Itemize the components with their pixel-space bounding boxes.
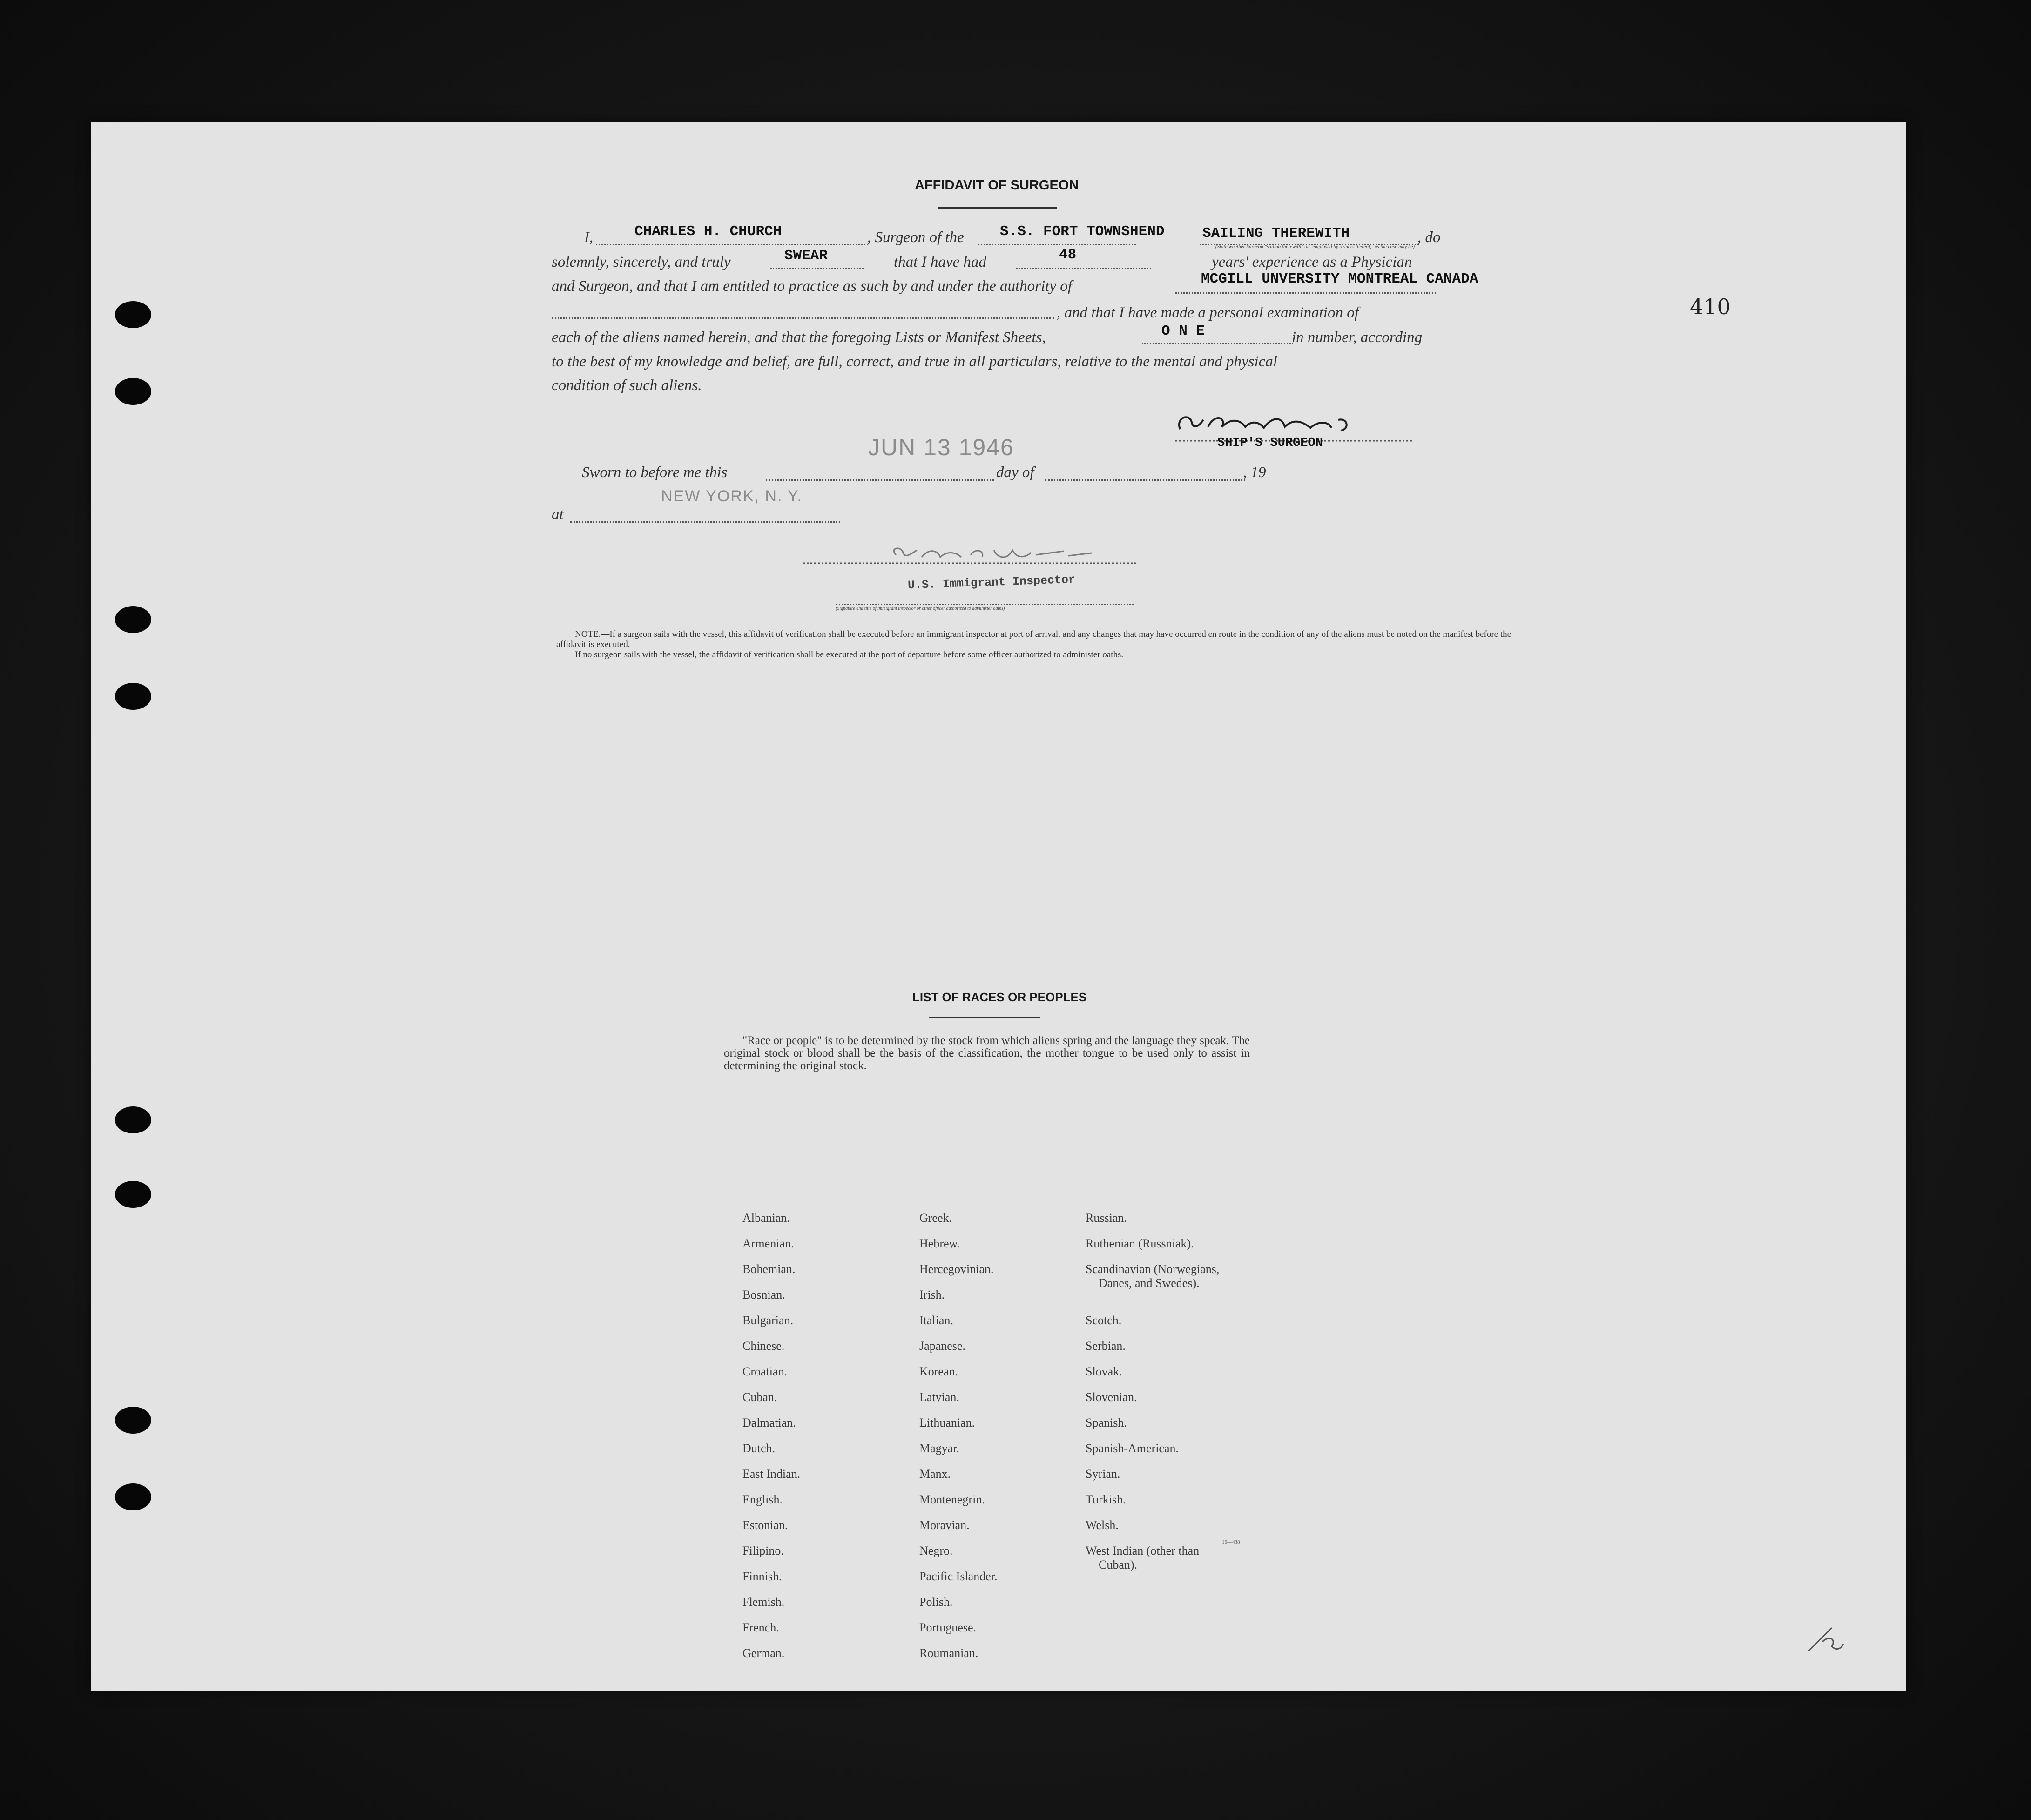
race-item: East Indian.	[742, 1467, 801, 1481]
punch-hole	[115, 1181, 151, 1208]
day-of-label: day of	[996, 464, 1034, 481]
race-item: Pacific Islander.	[919, 1570, 998, 1583]
race-item: Roumanian.	[919, 1646, 978, 1660]
race-item: Magyar.	[919, 1442, 959, 1455]
race-item: Turkish.	[1086, 1493, 1126, 1506]
race-item: Slovak.	[1086, 1365, 1122, 1378]
race-item: Croatian.	[742, 1365, 788, 1378]
race-item: Syrian.	[1086, 1467, 1120, 1481]
in-number-label: in number, according	[1292, 329, 1423, 346]
years-value: 48	[1059, 247, 1077, 263]
and-surgeon-label: and Surgeon, and that I am entitled to practice as such by and under the authority of	[552, 278, 1072, 295]
race-item: Hercegovinian.	[919, 1262, 994, 1276]
race-item: Japanese.	[919, 1339, 965, 1353]
surgeon-of-label: , Surgeon of the	[867, 229, 964, 246]
document-page	[91, 122, 1906, 1691]
ship-name: S.S. FORT TOWNSHEND	[1000, 223, 1165, 240]
race-item: Spanish.	[1086, 1416, 1127, 1429]
race-item: Ruthenian (Russniak).	[1086, 1237, 1194, 1250]
page-number: 410	[1690, 294, 1731, 319]
each-alien-label: each of the aliens named herein, and that the foregoing Lists or Manifest Sheets,	[552, 329, 1046, 346]
pencil-mark	[1804, 1623, 1846, 1660]
race-item: West Indian (other than	[1086, 1544, 1200, 1557]
inspector-caption: (Signature and title of immigrant inspector or other officer authorized to administer oaths)	[836, 606, 1005, 611]
race-item: Greek.	[919, 1211, 952, 1225]
race-item: Moravian.	[919, 1518, 970, 1532]
punch-hole	[115, 606, 151, 633]
race-item: Dalmatian.	[742, 1416, 796, 1429]
personal-exam-label: , and that I have made a personal examination of	[1057, 304, 1359, 321]
race-item: Welsh.	[1086, 1518, 1119, 1532]
punch-hole	[115, 1483, 151, 1510]
condition-label: condition of such aliens.	[552, 377, 702, 394]
race-item: Finnish.	[742, 1570, 782, 1583]
do-label: , do	[1417, 229, 1441, 246]
race-item: French.	[742, 1621, 779, 1634]
race-item: Cuban).	[1099, 1558, 1138, 1571]
year-prefix: , 19	[1243, 464, 1266, 481]
race-item: Negro.	[919, 1544, 953, 1557]
race-item: Korean.	[919, 1365, 958, 1378]
ships-surgeon-label: SHIP'S SURGEON	[1217, 436, 1323, 450]
race-item: English.	[742, 1493, 783, 1506]
races-intro: "Race or people" is to be determined by the stock from which aliens spring and the language they speak. The original stock or blood shall be the basis of the classification, the mother tongue to be used only to assist in determining the original stock.	[724, 1034, 1250, 1072]
race-item: Flemish.	[742, 1595, 785, 1609]
punch-hole	[115, 301, 151, 328]
race-item: Armenian.	[742, 1237, 794, 1250]
race-item: Russian.	[1086, 1211, 1127, 1225]
race-item: Portuguese.	[919, 1621, 977, 1634]
race-item: Cuban.	[742, 1390, 777, 1404]
place-stamp: NEW YORK, N. Y.	[661, 487, 803, 505]
races-column-3	[1086, 1211, 1219, 1584]
races-column-1	[742, 1211, 800, 1672]
race-item: Polish.	[919, 1595, 953, 1609]
race-item: Slovenian.	[1086, 1390, 1137, 1404]
race-item: Montenegrin.	[919, 1493, 985, 1506]
race-item: Bosnian.	[742, 1288, 785, 1301]
race-item: Spanish-American.	[1086, 1442, 1179, 1455]
race-item: German.	[742, 1646, 785, 1660]
sailing-note: (State whether Surgeon "sailing therewith" or "employed by owners thereof," as the case may be)	[1215, 244, 1415, 249]
race-item: Scandinavian (Norwegians,	[1086, 1262, 1220, 1276]
race-item: Manx.	[919, 1467, 951, 1481]
races-title-underline	[929, 1017, 1040, 1018]
solemnly-label: solemnly, sincerely, and truly	[552, 254, 731, 270]
race-item: Estonian.	[742, 1518, 788, 1532]
race-item: Dutch.	[742, 1442, 776, 1455]
punch-hole	[115, 1106, 151, 1133]
oath-word: SWEAR	[784, 248, 828, 264]
affidavit-title: AFFIDAVIT OF SURGEON	[915, 178, 1079, 193]
form-number: 16—438	[1222, 1539, 1240, 1545]
races-title: LIST OF RACES OR PEOPLES	[912, 990, 1087, 1004]
inspector-title: U.S. Immigrant Inspector	[907, 573, 1076, 593]
race-item: Italian.	[919, 1314, 953, 1327]
date-stamp: JUN 13 1946	[868, 434, 1014, 460]
sailing-status: SAILING THEREWITH	[1202, 225, 1350, 242]
surgeon-name: CHARLES H. CHURCH	[634, 223, 782, 240]
race-item: Bulgarian.	[742, 1314, 794, 1327]
years-label: years' experience as a Physician	[1212, 254, 1412, 270]
authority: MCGILL UNVERSITY MONTREAL CANADA	[1201, 271, 1478, 287]
race-item: Irish.	[919, 1288, 945, 1301]
punch-hole	[115, 378, 151, 405]
note-1: NOTE.—If a surgeon sails with the vessel, this affidavit of verification shall be executed before an immigrant inspector at port of arrival, and any changes that may have occurred en route in the condition of any of the aliens must be noted on the manifest before the affidavit is executed.	[556, 629, 1511, 649]
sworn-label: Sworn to before me this	[582, 464, 728, 481]
race-item: Chinese.	[742, 1339, 785, 1353]
race-item: Albanian.	[742, 1211, 790, 1225]
note-2: If no surgeon sails with the vessel, the affidavit of verification shall be executed at the port of departure before some officer authorized to administer oaths.	[575, 650, 1124, 660]
punch-hole	[115, 683, 151, 710]
race-item: Hebrew.	[919, 1237, 960, 1250]
sheet-count: O N E	[1161, 323, 1205, 339]
that-had-label: that I have had	[894, 254, 986, 270]
race-item: Latvian.	[919, 1390, 959, 1404]
race-item: Serbian.	[1086, 1339, 1126, 1353]
punch-hole	[115, 1407, 151, 1434]
i-label: I,	[584, 229, 594, 246]
title-underline	[938, 207, 1057, 209]
races-column-2	[919, 1211, 998, 1672]
race-item: Filipino.	[742, 1544, 784, 1557]
race-item: Lithuanian.	[919, 1416, 975, 1429]
inspector-signature	[803, 541, 1138, 569]
race-item: Danes, and Swedes).	[1099, 1276, 1200, 1290]
at-label: at	[552, 506, 564, 523]
race-item: Bohemian.	[742, 1262, 796, 1276]
race-item: Scotch.	[1086, 1314, 1122, 1327]
best-knowledge-label: to the best of my knowledge and belief, are full, correct, and true in all particulars, relative to the mental and physical	[552, 353, 1277, 370]
